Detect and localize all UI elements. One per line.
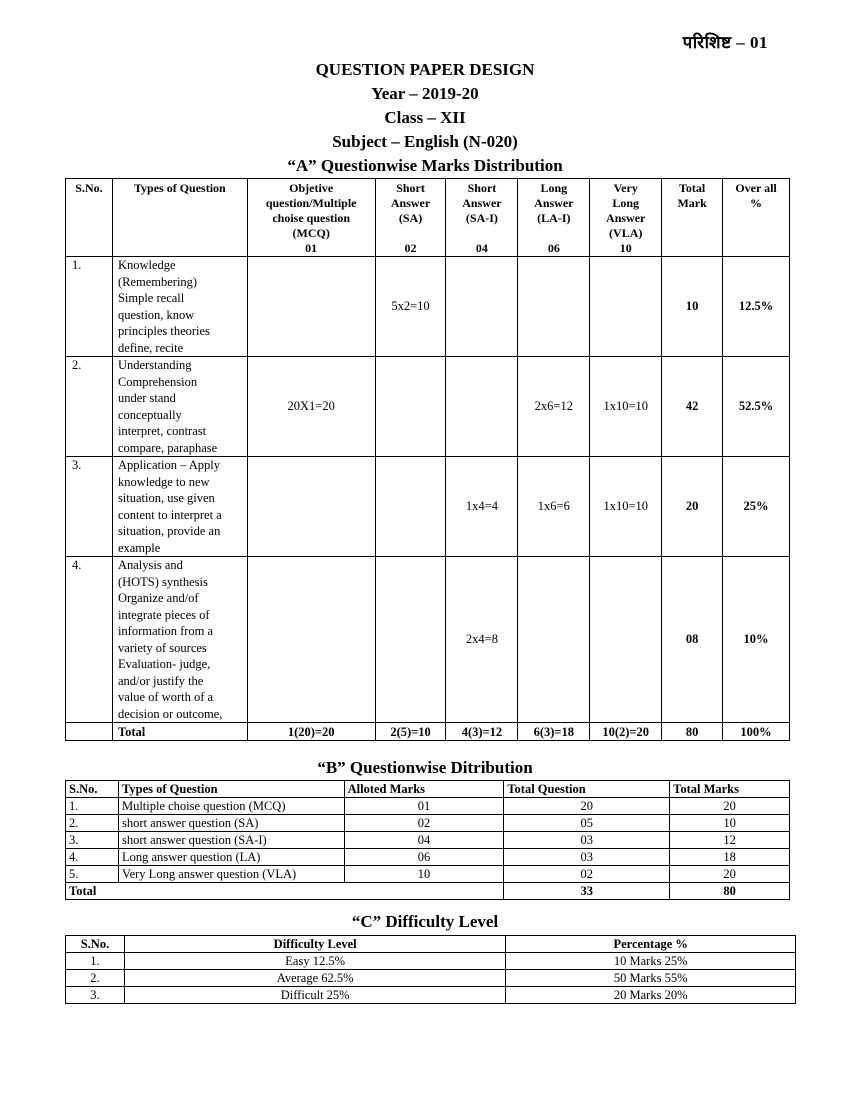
subject-heading: Subject – English (N-020) [332, 132, 518, 151]
table-row: 2. Understanding Comprehension under stand conceptually interpret, contrast compare, paraphase 20X1=20 2x6=12 1x10=10 42 52.5% [66, 357, 790, 457]
table-row: 1. Knowledge (Remembering) Simple recall question, know principles theories define, recite 5x2=10 10 12.5% [66, 257, 790, 357]
question-type-cell: Understanding Comprehension under stand conceptually interpret, contrast compare, paraphase [112, 357, 247, 457]
table-header-row [66, 179, 790, 257]
year-heading: Year – 2019-20 [371, 84, 479, 103]
table-row: 2. short answer question (SA) 02 05 10 [66, 815, 790, 832]
table-row: 1. Easy 12.5% 10 Marks 25% [66, 953, 796, 970]
paper-design-title: QUESTION PAPER DESIGN [315, 60, 535, 79]
header-la1: Long Answer (LA-I) 06 [518, 179, 590, 257]
table-row: 3. Application – Apply knowledge to new situation, use given content to interpret a situation, provide an example 1x4=4 1x6=6 1x10=10 20 25% [66, 457, 790, 557]
header-mcq: Objetive question/Multiple choise question (MCQ) 01 [247, 179, 375, 257]
table-row: 4. Long answer question (LA) 06 03 18 [66, 849, 790, 866]
header-sno: S.No. [66, 179, 113, 257]
header-sa: Short Answer (SA) 02 [375, 179, 446, 257]
question-type-cell: Application – Apply knowledge to new situation, use given content to interpret a situation, provide an example [112, 457, 247, 557]
difficulty-level-table [65, 935, 796, 1004]
question-type-cell: Analysis and (HOTS) synthesis Organize and/of integrate pieces of information from a variety of sources Evaluation- judge, and/or justify the value of worth of a decision or outcome, [112, 557, 247, 723]
header-overall: Over all % [723, 179, 790, 257]
document-headings [0, 58, 850, 154]
table-row: 2. Average 62.5% 50 Marks 55% [66, 970, 796, 987]
header-type: Types of Question [112, 179, 247, 257]
section-b-title: “B” Questionwise Ditribution [317, 758, 533, 777]
table-row: 3. short answer question (SA-I) 04 03 12 [66, 832, 790, 849]
total-row: Total 33 80 [66, 883, 790, 900]
table-row: 3. Difficult 25% 20 Marks 20% [66, 987, 796, 1004]
table-row: 5. Very Long answer question (VLA) 10 02 20 [66, 866, 790, 883]
class-heading: Class – XII [384, 108, 466, 127]
table-row: 1. Multiple choise question (MCQ) 01 20 20 [66, 798, 790, 815]
header-total-mark: Total Mark [662, 179, 723, 257]
total-row: Total 1(20)=20 2(5)=10 4(3)=12 6(3)=18 10(2)=20 80 100% [66, 723, 790, 741]
header-sa1: Short Answer (SA-I) 04 [446, 179, 518, 257]
table-header-row: S.No. Difficulty Level Percentage % [66, 936, 796, 953]
marks-distribution-table [65, 178, 790, 741]
header-vla: Very Long Answer (VLA) 10 [590, 179, 662, 257]
table-row: 4. Analysis and (HOTS) synthesis Organize and/of integrate pieces of information from a variety of sources Evaluation- judge, and/or justify the value of worth of a decision or outcome, 2x4=8 08 10% [66, 557, 790, 723]
section-a-title: “A” Questionwise Marks Distribution [287, 156, 563, 175]
question-type-cell: Knowledge (Remembering) Simple recall question, know principles theories define, recite [112, 257, 247, 357]
appendix-label: परिशिष्ट – 01 [682, 33, 768, 52]
section-c-title: “C” Difficulty Level [351, 912, 499, 931]
table-header-row: S.No. Types of Question Alloted Marks Total Question Total Marks [66, 781, 790, 798]
questionwise-distribution-table [65, 780, 790, 900]
